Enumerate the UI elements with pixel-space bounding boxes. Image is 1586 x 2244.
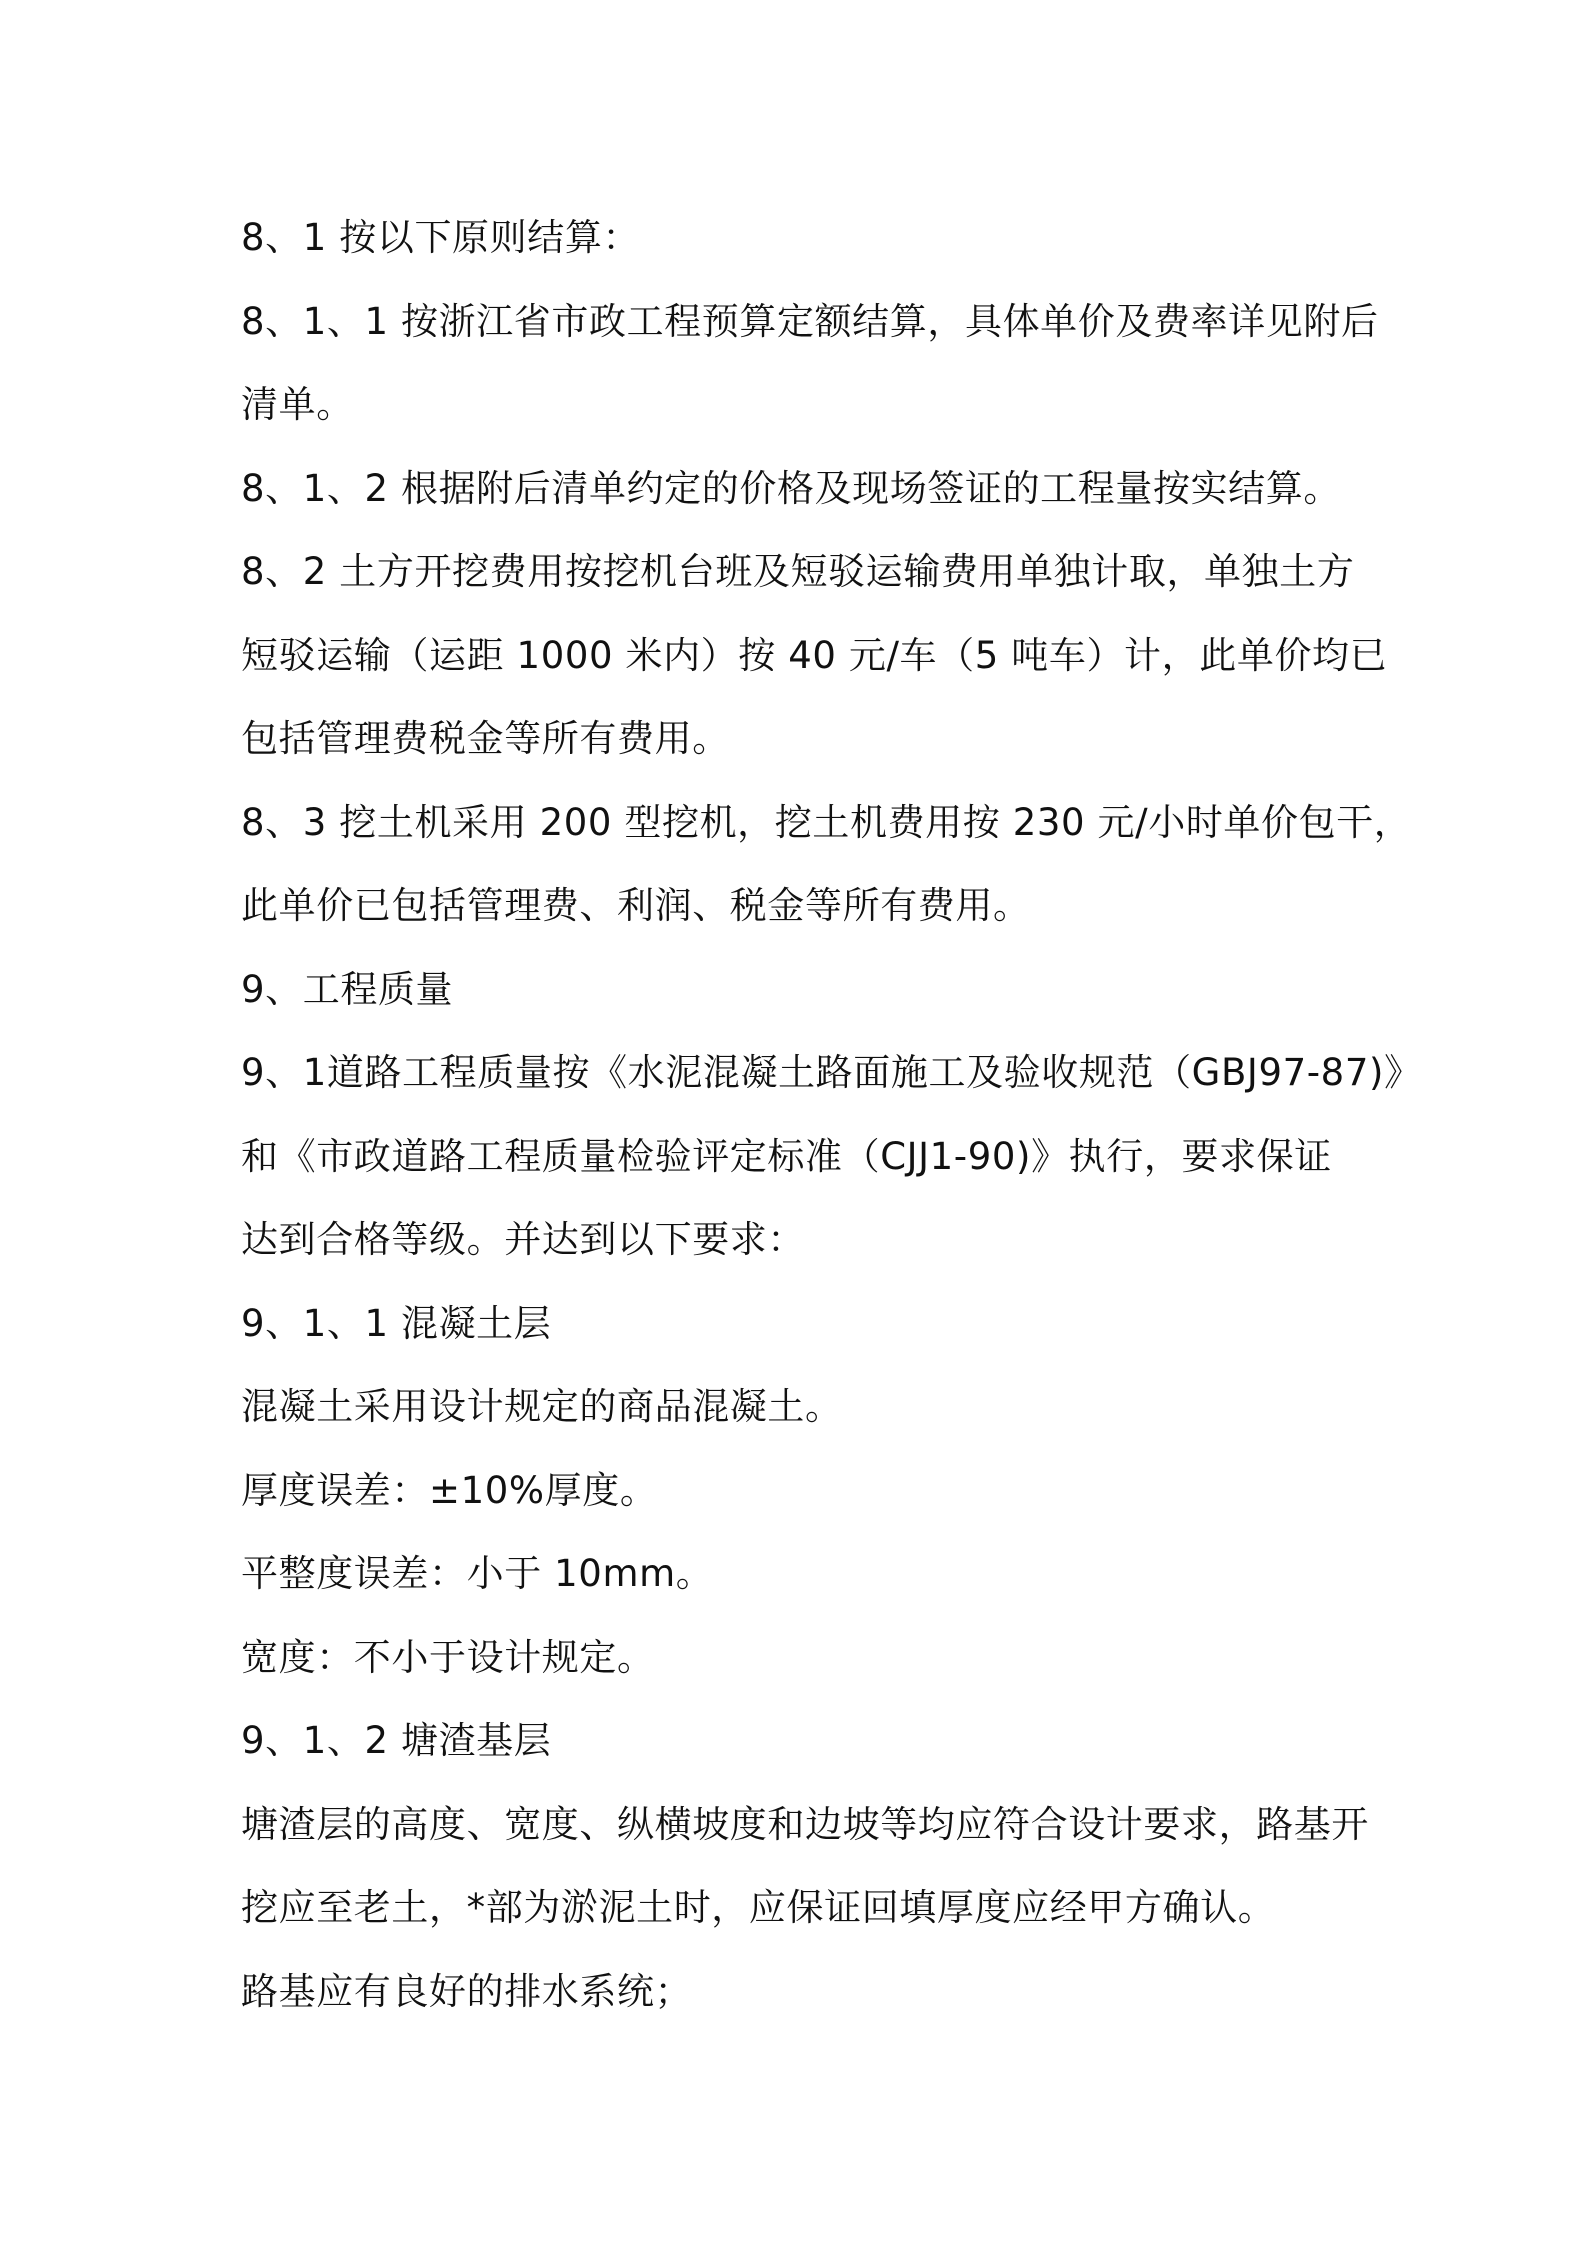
clause-8-1-2: 8、1、2 根据附后清单约定的价格及现场签证的工程量按实结算。 bbox=[241, 466, 1341, 510]
flatness-tolerance: 平整度误差：小于 10mm。 bbox=[241, 1552, 714, 1595]
clause-8-2: 8、2 土方开挖费用按挖机台班及短驳运输费用单独计取，单独土方 bbox=[241, 550, 1355, 593]
clause-8-3-cont: 此单价已包括管理费、利润、税金等所有费用。 bbox=[241, 884, 1031, 927]
clause-8-2-cont-1: 短驳运输（运距 1000 米内）按 40 元/车（5 吨车）计，此单价均已 bbox=[241, 633, 1388, 677]
clause-8-3: 8、3 挖土机采用 200 型挖机，挖土机费用按 230 元/小时单价包干， bbox=[241, 800, 1412, 844]
drainage-requirement: 路基应有良好的排水系统； bbox=[241, 1969, 693, 2013]
width-requirement: 宽度：不小于设计规定。 bbox=[241, 1635, 655, 1679]
clause-8-1-1: 8、1、1 按浙江省市政工程预算定额结算，具体单价及费率详见附后 bbox=[241, 299, 1379, 343]
thickness-tolerance: 厚度误差：±10%厚度。 bbox=[241, 1468, 658, 1512]
clause-9-1-2: 9、1、2 塘渣基层 bbox=[241, 1719, 552, 1762]
clause-8-1: 8、1 按以下原则结算： bbox=[241, 216, 641, 259]
base-layer-requirement: 塘渣层的高度、宽度、纵横坡度和边坡等均应符合设计要求，路基开 bbox=[241, 1802, 1369, 1846]
base-layer-requirement-cont: 挖应至老土，*部为淤泥土时，应保证回填厚度应经甲方确认。 bbox=[241, 1886, 1276, 1929]
clause-8-1-1-cont: 清单。 bbox=[241, 383, 354, 426]
clause-9-1-cont-1: 和《市政道路工程质量检验评定标准（CJJ1-90)》执行，要求保证 bbox=[241, 1134, 1332, 1178]
document-body bbox=[241, 196, 1422, 2033]
clause-8-2-cont-2: 包括管理费税金等所有费用。 bbox=[241, 717, 730, 760]
clause-9-1: 9、1道路工程质量按《水泥混凝土路面施工及验收规范（GBJ97-87)》 bbox=[241, 1051, 1422, 1094]
section-9-heading: 9、工程质量 bbox=[241, 967, 454, 1011]
clause-9-1-1: 9、1、1 混凝土层 bbox=[241, 1301, 552, 1345]
concrete-requirement: 混凝土采用设计规定的商品混凝土。 bbox=[241, 1385, 843, 1428]
clause-9-1-cont-2: 达到合格等级。并达到以下要求： bbox=[241, 1218, 805, 1261]
